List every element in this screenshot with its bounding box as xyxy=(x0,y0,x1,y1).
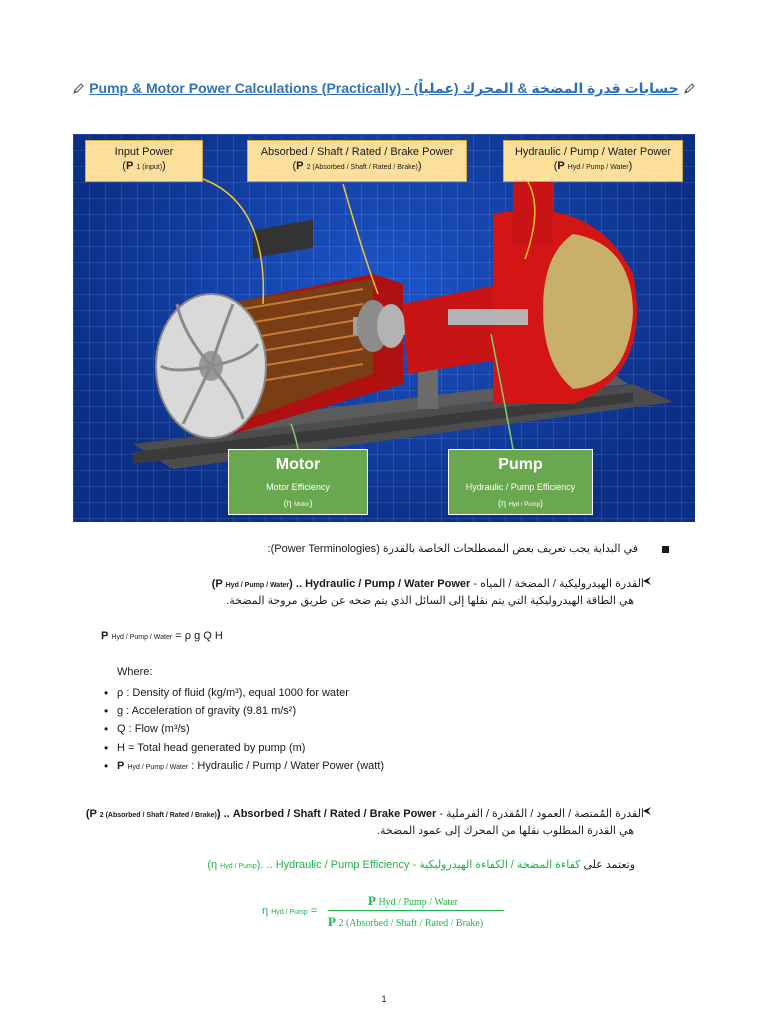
list-item: • ρ : Density of fluid (kg/m³), equal 1000 for water xyxy=(104,684,384,702)
pump-efficiency-formula xyxy=(262,893,522,933)
absorbed-symbol: (P 2 (Absorbed / Shaft / Rated / Brake)) xyxy=(85,808,221,820)
hydraulic-symbol: (P Hyd / Pump / Water) xyxy=(211,578,293,590)
input-power-symbol: (P 1 (input)) xyxy=(122,160,166,172)
shaft-power-label: Absorbed / Shaft / Rated / Brake Power xyxy=(260,146,454,158)
formula-denominator: P 2 (Absorbed / Shaft / Rated / Brake) xyxy=(328,914,484,929)
list-item: • Q : Flow (m³/s) xyxy=(104,720,384,738)
square-bullet-icon xyxy=(662,546,669,553)
absorbed-ar-names: القدرة المُمتصة / العمود / المُقدرة / الفرملية - xyxy=(439,808,644,820)
pump-motor-drawing xyxy=(73,134,695,522)
variable-list xyxy=(104,684,384,777)
list-item: • P Hyd / Pump / Water : Hydraulic / Pump / Water Power (watt) xyxy=(104,757,384,777)
hydraulic-power-heading xyxy=(212,577,644,590)
motor-box xyxy=(228,449,368,515)
formula-lhs: η Hyd / Pump = xyxy=(262,905,318,917)
pencil-icon xyxy=(72,82,85,98)
pump-efficiency-label: Hydraulic / Pump Efficiency xyxy=(465,482,576,492)
formula-numerator: P Hyd / Pump / Water xyxy=(368,893,459,908)
efficiency-en-name: Hydraulic / Pump Efficiency xyxy=(275,859,410,871)
list-item: • H = Total head generated by pump (m) xyxy=(104,739,384,757)
efficiency-sep: .. xyxy=(266,859,273,871)
motor-efficiency-symbol: (η Motor) xyxy=(283,498,313,508)
hydraulic-power-description: هي الطاقة الهيدروليكية التي يتم نقلها إلى السائل الذي يتم ضخه عن طريق مروحة المضخة. xyxy=(226,595,634,607)
hydraulic-sep: .. xyxy=(295,578,303,590)
efficiency-prefix: وتعتمد على xyxy=(583,859,635,871)
shaft-power-symbol: (P 2 (Absorbed / Shaft / Rated / Brake)) xyxy=(292,160,422,172)
motor-title: Motor xyxy=(275,456,321,473)
pump-efficiency-symbol: (η Hyd / Pump) xyxy=(498,498,543,508)
shaft-power-callout xyxy=(247,140,467,182)
where-label: Where: xyxy=(117,666,153,678)
pump-box xyxy=(448,449,593,515)
hydraulic-en-name: Hydraulic / Pump / Water Power xyxy=(305,578,471,590)
input-power-callout xyxy=(85,140,203,182)
intro-text: في البداية يجب تعريف بعض المصطلحات الخاصة بالقدرة (Power Terminologies): xyxy=(267,543,638,555)
absorbed-sep: .. xyxy=(223,808,230,820)
list-item: • g : Acceleration of gravity (9.81 m/s²) xyxy=(104,702,384,720)
hydraulic-ar-names: القدرة الهيدروليكية / المضخة / المياه - xyxy=(473,578,644,590)
motor-efficiency-label: Motor Efficiency xyxy=(266,482,330,492)
pump-title: Pump xyxy=(498,456,543,473)
absorbed-power-description: هي القدرة المطلوب نقلها من المحرك إلى عمود المضخة. xyxy=(376,825,634,837)
hydraulic-power-label: Hydraulic / Pump / Water Power xyxy=(514,146,672,158)
page-number: 1 xyxy=(381,994,387,1004)
absorbed-power-heading xyxy=(86,807,644,820)
hydraulic-power-callout xyxy=(503,140,683,182)
pump-motor-illustration xyxy=(73,134,695,522)
title-text: Pump & Motor Power Calculations (Practically) - حسابات قدرة المضخة & المحرك (عملياً) xyxy=(89,80,679,96)
hydraulic-power-formula: P Hyd / Pump / Water = ρ g Q H xyxy=(101,630,223,642)
efficiency-symbol: (η Hyd / Pump). xyxy=(207,859,264,871)
page-title xyxy=(0,80,768,98)
pencil-icon xyxy=(683,82,696,98)
input-power-label: Input Power xyxy=(114,146,174,158)
fraction-bar xyxy=(328,910,504,911)
absorbed-en-name: Absorbed / Shaft / Rated / Brake Power xyxy=(232,808,437,820)
hydraulic-power-symbol: (P Hyd / Pump / Water) xyxy=(553,160,633,172)
efficiency-ar-names: كفاءة المضخة / الكفاءة الهيدروليكية - xyxy=(412,859,581,871)
pump-efficiency-line xyxy=(207,858,635,871)
